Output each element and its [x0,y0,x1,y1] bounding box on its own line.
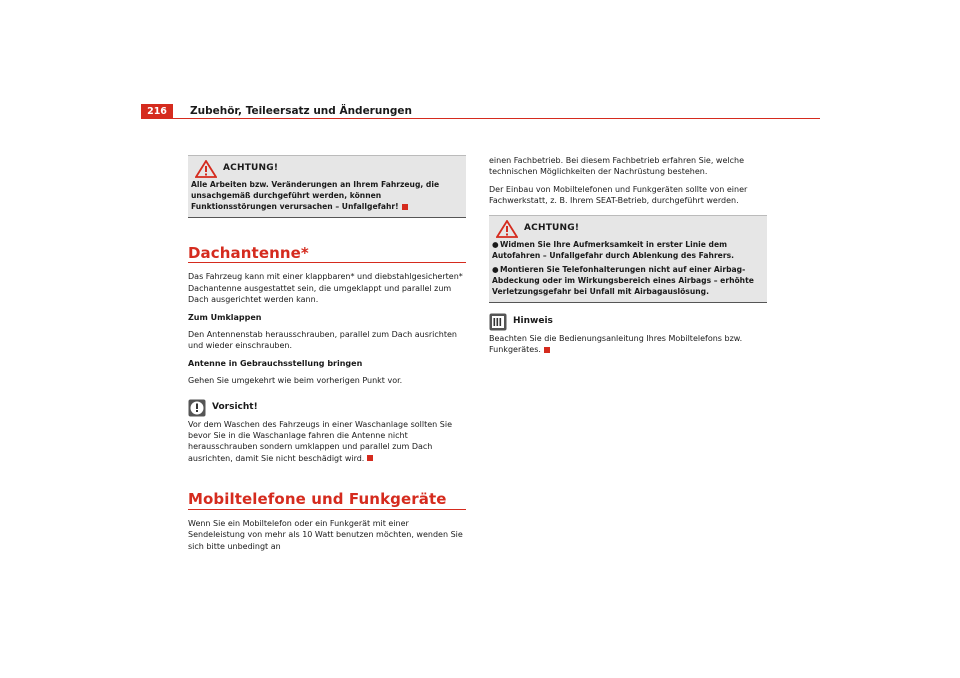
subhead-umklappen: Zum Umklappen [188,312,262,322]
warning-header [191,159,463,179]
running-title: Zubehör, Teileersatz und Änderungen [190,105,412,117]
warning-title-right: ACHTUNG! [524,222,580,233]
warning-box [188,155,466,218]
warning-bullet-1-text: Widmen Sie Ihre Aufmerksamkeit in erster Linie dem Autofahren – Unfallgefahr durch Ablenkung des Fahrers. [492,239,734,260]
subhead-gebrauchsstellung: Antenne in Gebrauchsstellung bringen [188,358,363,368]
warning-bullet-1 [492,239,764,261]
caution-text-content: Vor dem Waschen des Fahrzeugs in einer Waschanlage sollten Sie bevor Sie in die Waschanlage fahren die Antenne nicht herausschrauben sondern umklappen und parallel zum Dach ausrichten, damit Sie nicht beschädigt wird. [188,419,452,463]
header-rule [173,118,820,119]
right-column [489,155,767,361]
section-title-mobiltelefone: Mobiltelefone und Funkgeräte [188,494,466,509]
warning-bullet-2-text: Montieren Sie Telefonhalterungen nicht auf einer Airbag-Abdeckung oder im Wirkungsbereich eines Airbags – erhöhte Verletzungsgefahr bei Unfall mit Airbagauslösung. [492,264,754,296]
warning-text-content: Alle Arbeiten bzw. Veränderungen an Ihrem Fahrzeug, die unsachgemäß durchgeführt werden, können Funktionsstörungen verursachen – Unfallgefahr! [191,180,440,211]
bullet-icon: ● [492,239,499,249]
caution-text [188,419,466,465]
section-title-dachantenne: Dachantenne* [188,248,466,263]
caution-header [188,399,466,417]
note-text [489,333,767,356]
left-column [188,155,466,558]
page-number: 216 [141,104,173,119]
end-mark-icon [367,455,373,461]
warning-triangle-icon [195,160,217,178]
right-text-2: Der Einbau von Mobiltelefonen und Funkgeräten sollte von einer Fachwerkstatt, z. B. Ihrem SEAT-Betrieb, durchgeführt werden. [489,184,748,206]
sub2-text: Gehen Sie umgekehrt wie beim vorherigen Punkt vor. [188,376,403,386]
section2-text: Wenn Sie ein Mobiltelefon oder ein Funkgerät mit einer Sendeleistung von mehr als 10 Watt benutzen möchten, wenden Sie sich bitte unbedingt an [188,518,463,551]
end-mark-icon [544,347,550,353]
warning-triangle-icon [496,220,518,238]
note-header [489,313,767,331]
right-text-1: einen Fachbetrieb. Bei diesem Fachbetrieb erfahren Sie, welche technischen Möglichkeiten der Nachrüstung bestehen. [489,156,745,177]
note-text-content: Beachten Sie die Bedienungsanleitung Ihres Mobiltelefons bzw. Funkgerätes. [489,333,743,355]
warning-bullet-2 [492,264,764,297]
note-title: Hinweis [513,315,553,326]
end-mark-icon [402,204,408,210]
bullet-icon: ● [492,264,499,274]
warning-box-right [489,215,767,303]
sub1-text: Den Antennenstab herausschrauben, parallel zum Dach ausrichten und wieder einschrauben. [188,330,457,351]
caution-icon [188,399,206,417]
warning-text [191,179,463,212]
warning-header-right [492,219,764,239]
warning-title: ACHTUNG! [223,163,279,174]
section1-intro: Das Fahrzeug kann mit einer klappbaren* und diebstahlgesicherten* Dachantenne ausgestattet sein, die umgeklappt und parallel zum Dach ausgerichtet werden kann. [188,272,463,305]
caution-title: Vorsicht! [212,401,258,412]
note-icon [489,313,507,331]
